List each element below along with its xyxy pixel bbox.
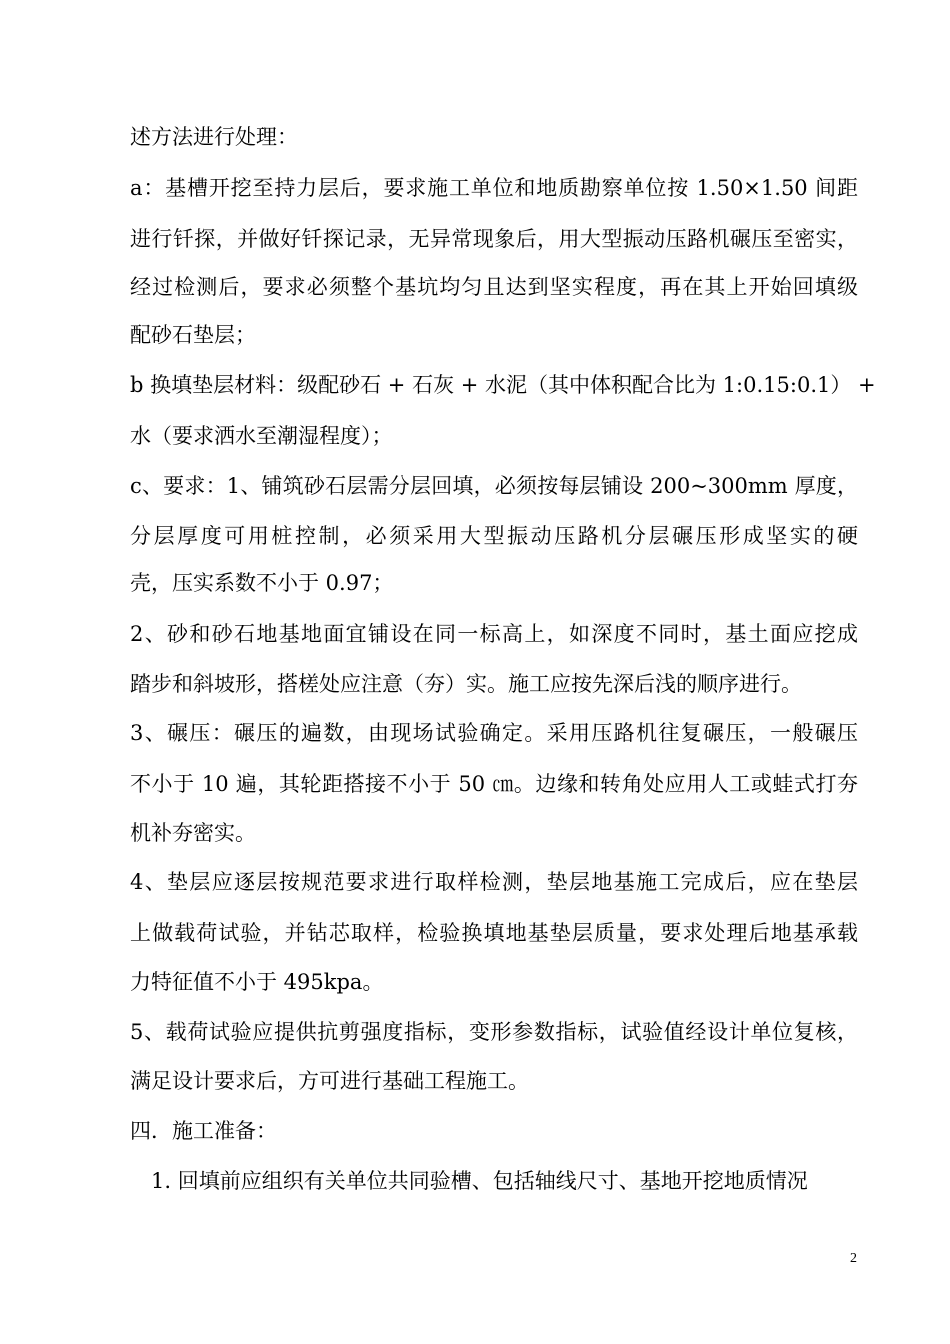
- text-line: 1. 回填前应组织有关单位共同验槽、包括轴线尺寸、基地开挖地质情况: [151, 1169, 808, 1193]
- text-line: 4、垫层应逐层按规范要求进行取样检测，垫层地基施工完成后，应在垫层: [130, 870, 858, 894]
- text-line: 述方法进行处理：: [130, 125, 298, 149]
- text-line: 3、碾压：碾压的遍数，由现场试验确定。采用压路机往复碾压，一般碾压: [130, 721, 858, 745]
- text-line: 壳，压实系数不小于 0.97；: [130, 571, 394, 595]
- text-line: 上做载荷试验，并钻芯取样，检验换填地基垫层质量，要求处理后地基承载: [130, 921, 858, 945]
- text-line: 水（要求洒水至潮湿程度）；: [130, 424, 393, 448]
- page-number: 2: [850, 1251, 857, 1266]
- text-line: 踏步和斜坡形，搭槎处应注意（夯）实。施工应按先深后浅的顺序进行。: [130, 672, 802, 696]
- text-line: 5、载荷试验应提供抗剪强度指标，变形参数指标，试验值经设计单位复核，: [130, 1020, 858, 1044]
- text-line: 进行钎探，并做好钎探记录，无异常现象后，用大型振动压路机碾压至密实，: [130, 227, 858, 251]
- text-line: 机补夯密实。: [130, 821, 256, 845]
- text-line: 不小于 10 遍，其轮距搭接不小于 50 ㎝。边缘和转角处应用人工或蛙式打夯: [130, 772, 858, 796]
- text-line: c、要求：1、铺筑砂石层需分层回填，必须按每层铺设 200~300mm 厚度，: [130, 474, 858, 498]
- text-line: b 换填垫层材料：级配砂石 + 石灰 + 水泥（其中体积配合比为 1:0.15:0.1） +: [130, 373, 876, 397]
- text-line: 力特征值不小于 495kpa。: [130, 970, 384, 994]
- text-line: 2、砂和砂石地基地面宜铺设在同一标高上，如深度不同时，基土面应挖成: [130, 622, 858, 646]
- section-heading: 四．施工准备：: [130, 1119, 277, 1143]
- text-line: 分层厚度可用桩控制，必须采用大型振动压路机分层碾压形成坚实的硬: [130, 524, 858, 548]
- text-line: 经过检测后，要求必须整个基坑均匀且达到坚实程度，再在其上开始回填级: [130, 275, 858, 299]
- text-line: 配砂石垫层；: [130, 323, 256, 347]
- text-line: 满足设计要求后，方可进行基础工程施工。: [130, 1069, 529, 1093]
- text-line: a：基槽开挖至持力层后，要求施工单位和地质勘察单位按 1.50×1.50 间距: [130, 176, 858, 200]
